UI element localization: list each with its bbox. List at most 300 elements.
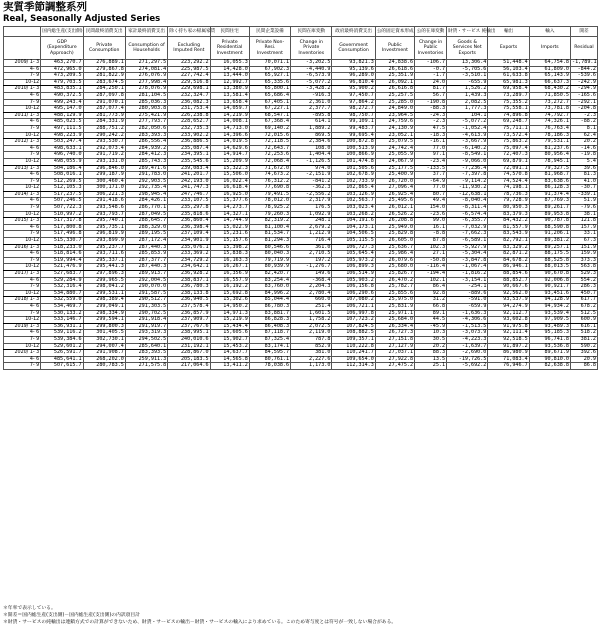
column-header: Change in Private Inventories bbox=[291, 37, 332, 60]
value-cell: 16,163.3 bbox=[210, 257, 249, 264]
value-cell: -4,223.3 bbox=[447, 336, 488, 343]
value-cell: -204.8 bbox=[571, 106, 598, 113]
value-cell: 84,595.7 bbox=[249, 350, 290, 357]
value-cell: 231,753.4 bbox=[168, 106, 210, 113]
value-cell: 233,369.2 bbox=[168, 251, 210, 258]
value-cell: 235,297.8 bbox=[168, 205, 210, 212]
value-cell: 69,958.4 bbox=[488, 86, 529, 93]
value-cell: 495,147.0 bbox=[41, 106, 83, 113]
value-cell: -2.3 bbox=[571, 112, 598, 119]
column-header bbox=[4, 27, 41, 37]
value-cell: 10.3 bbox=[415, 330, 447, 337]
value-cell: 291,070.1 bbox=[83, 99, 125, 106]
value-cell: 68,547.1 bbox=[249, 112, 290, 119]
value-cell: 159.9 bbox=[571, 251, 598, 258]
value-cell: 65,981.3 bbox=[488, 79, 529, 86]
column-header: Change in Public Inventories bbox=[415, 37, 447, 60]
value-cell: 93,489.3 bbox=[529, 323, 570, 330]
value-cell: 37.7 bbox=[415, 172, 447, 179]
value-cell: -6,573.9 bbox=[291, 73, 332, 80]
period-cell: 4- 6 bbox=[4, 119, 41, 126]
value-cell: 288,329.0 bbox=[125, 224, 167, 231]
value-cell: 503,247.4 bbox=[41, 139, 83, 146]
value-cell: 101,474.8 bbox=[332, 158, 375, 165]
value-cell: 1,889.2 bbox=[291, 125, 332, 132]
period-cell: 7- 9 bbox=[4, 152, 41, 159]
period-cell: 10-12 bbox=[4, 238, 41, 245]
value-cell: 14,971.3 bbox=[210, 310, 249, 317]
value-cell: 67,902.3 bbox=[249, 66, 290, 73]
period-cell: 10-12 bbox=[4, 158, 41, 165]
value-cell: 106,514.9 bbox=[332, 271, 375, 278]
value-cell: 92,562.0 bbox=[488, 290, 529, 297]
value-cell: 299,187.9 bbox=[83, 172, 125, 179]
column-header: 民間最終消費支出 bbox=[83, 27, 125, 37]
value-cell: 14,914.7 bbox=[210, 152, 249, 159]
value-cell: 296,819.9 bbox=[83, 231, 125, 238]
period-cell: 7- 9 bbox=[4, 231, 41, 238]
value-cell: 238,133.8 bbox=[168, 290, 210, 297]
value-cell: 225,987.5 bbox=[168, 66, 210, 73]
value-cell: 299,800.3 bbox=[83, 323, 125, 330]
value-cell: 259,911.3 bbox=[125, 356, 167, 363]
value-cell: 25,971.1 bbox=[375, 310, 414, 317]
value-cell: 99,695.4 bbox=[332, 132, 375, 139]
value-cell: 65,927.1 bbox=[249, 73, 290, 80]
value-cell: 15,231.6 bbox=[210, 231, 249, 238]
value-cell: 13,306.4 bbox=[447, 60, 488, 67]
value-cell: 286,770.1 bbox=[125, 205, 167, 212]
value-cell: -2,151.9 bbox=[291, 172, 332, 179]
value-cell: 26,470.2 bbox=[375, 277, 414, 284]
value-cell: 154.0 bbox=[415, 205, 447, 212]
value-cell: 223,292.2 bbox=[168, 60, 210, 67]
value-cell: 97,450.7 bbox=[332, 92, 375, 99]
value-cell: 285,640.1 bbox=[125, 343, 167, 350]
value-cell: 102.1 bbox=[415, 277, 447, 284]
value-cell: 14,219.9 bbox=[210, 112, 249, 119]
value-cell: 81.3 bbox=[571, 172, 598, 179]
value-cell: 86,946.1 bbox=[488, 264, 529, 271]
value-cell: 2,072.5 bbox=[291, 323, 332, 330]
value-cell: 79,260.3 bbox=[249, 211, 290, 218]
period-cell: 4- 6 bbox=[4, 92, 41, 99]
value-cell: -45.9 bbox=[415, 323, 447, 330]
value-cell: -3,667.9 bbox=[447, 139, 488, 146]
value-cell: 14,565.8 bbox=[210, 356, 249, 363]
value-cell: 25.1 bbox=[415, 363, 447, 370]
value-cell: 106,997.8 bbox=[332, 310, 375, 317]
value-cell: 92,006.8 bbox=[529, 277, 570, 284]
value-cell: -79.6 bbox=[571, 205, 598, 212]
value-cell: 100,513.9 bbox=[332, 145, 375, 152]
value-cell: 93,536.8 bbox=[529, 343, 570, 350]
period-cell: 10-12 bbox=[4, 343, 41, 350]
value-cell: 109,654.0 bbox=[332, 356, 375, 363]
value-cell: 295,740.1 bbox=[83, 218, 125, 225]
value-cell: 112,314.3 bbox=[332, 363, 375, 370]
period-cell: 4- 6 bbox=[4, 330, 41, 337]
value-cell: -3,847.8 bbox=[447, 257, 488, 264]
value-cell: 81,557.9 bbox=[488, 224, 529, 231]
value-cell: 102,678.9 bbox=[332, 172, 375, 179]
value-cell: 86,780.3 bbox=[249, 303, 290, 310]
value-cell: 13,380.9 bbox=[210, 86, 249, 93]
value-cell: -5,304.4 bbox=[447, 251, 488, 258]
value-cell: 25,831.9 bbox=[375, 303, 414, 310]
value-cell: 106,290.6 bbox=[332, 290, 375, 297]
column-header: GDP (Expenditure Approach) bbox=[41, 37, 83, 60]
value-cell: 96,741.8 bbox=[529, 336, 570, 343]
value-cell: 176.5 bbox=[291, 205, 332, 212]
value-cell: 26,526.2 bbox=[375, 211, 414, 218]
period-cell: 10-12 bbox=[4, 290, 41, 297]
value-cell: 80,956.4 bbox=[529, 152, 570, 159]
value-cell: 2,361.0 bbox=[291, 99, 332, 106]
value-cell: -844.2 bbox=[571, 66, 598, 73]
value-cell: 504,186.4 bbox=[41, 165, 83, 172]
value-cell: 25,177.5 bbox=[375, 165, 414, 172]
value-cell: 15,605.6 bbox=[210, 330, 249, 337]
value-cell: 2,082.5 bbox=[447, 99, 488, 106]
period-cell: 10-12 bbox=[4, 317, 41, 324]
value-cell: 290,702.5 bbox=[125, 310, 167, 317]
value-cell: 90,810.0 bbox=[529, 356, 570, 363]
value-cell: -2,556.2 bbox=[291, 191, 332, 198]
value-cell: 77,690.8 bbox=[249, 185, 290, 192]
period-cell: 10-12 bbox=[4, 106, 41, 113]
value-cell: -24.3 bbox=[415, 112, 447, 119]
value-cell: 236,860.4 bbox=[168, 218, 210, 225]
value-cell: 24.0 bbox=[415, 79, 447, 86]
value-cell: 291,919.7 bbox=[125, 323, 167, 330]
table-row bbox=[4, 158, 598, 165]
column-header: 輸入 bbox=[529, 27, 570, 37]
value-cell: -895.8 bbox=[291, 112, 332, 119]
value-cell: 498,055.9 bbox=[41, 158, 83, 165]
value-cell: 82,792.1 bbox=[488, 238, 529, 245]
value-cell: 105,115.5 bbox=[332, 238, 375, 245]
value-cell: 381.2 bbox=[571, 336, 598, 343]
value-cell: 26,605.0 bbox=[375, 238, 414, 245]
value-cell: 277,793.7 bbox=[125, 119, 167, 126]
value-cell: -3,202.5 bbox=[291, 60, 332, 67]
value-cell: -655.9 bbox=[447, 79, 488, 86]
value-cell: 27,096.4 bbox=[375, 185, 414, 192]
value-cell: 293,131.0 bbox=[83, 158, 125, 165]
value-cell: 26,616.8 bbox=[375, 86, 414, 93]
value-cell: -2.3 bbox=[415, 119, 447, 126]
value-cell: 1,212.9 bbox=[291, 231, 332, 238]
value-cell: 15,322.3 bbox=[210, 165, 249, 172]
value-cell: -133.5 bbox=[415, 165, 447, 172]
period-cell: 4- 6 bbox=[4, 172, 41, 179]
value-cell: 106,721.1 bbox=[332, 303, 375, 310]
value-cell: 51.9 bbox=[571, 198, 598, 205]
column-header: Exports bbox=[488, 37, 529, 60]
value-cell: 25,285.0 bbox=[375, 99, 414, 106]
period-cell: 10-12 bbox=[4, 132, 41, 139]
value-cell: 69,879.1 bbox=[488, 158, 529, 165]
value-cell: -1,067.4 bbox=[447, 264, 488, 271]
value-cell: 2,377.7 bbox=[291, 106, 332, 113]
value-cell: 102.3 bbox=[415, 244, 447, 251]
value-cell: 295,337.1 bbox=[83, 257, 125, 264]
value-cell: 66.8 bbox=[415, 303, 447, 310]
value-cell: 75,711.1 bbox=[488, 125, 529, 132]
value-cell: 291,303.5 bbox=[125, 303, 167, 310]
value-cell: 102,865.4 bbox=[332, 185, 375, 192]
value-cell: 23,964.5 bbox=[375, 112, 414, 119]
value-cell: 24,849.0 bbox=[375, 106, 414, 113]
value-cell: -6,574.4 bbox=[447, 211, 488, 218]
value-cell: -165.6 bbox=[571, 92, 598, 99]
value-cell: 77.0 bbox=[415, 145, 447, 152]
value-cell: 75,863.2 bbox=[488, 139, 529, 146]
period-cell: 2018/ 1- 3 bbox=[4, 297, 41, 304]
value-cell: 302,730.1 bbox=[83, 336, 125, 343]
value-cell: -9,066.0 bbox=[447, 158, 488, 165]
value-cell: 84,996.2 bbox=[249, 290, 290, 297]
footnote: ＊財貨・サービスの純輸出は連鎖方式での計算ができないため、財貨・サービスの輸出－財貨・サービスの輸入により求めている。このため寄与度とは符号が一致しない場合がある。 bbox=[3, 620, 397, 625]
value-cell: 15,398.2 bbox=[210, 244, 249, 251]
value-cell: -368.4 bbox=[291, 277, 332, 284]
value-cell: 16.1 bbox=[415, 224, 447, 231]
value-cell: 2,710.5 bbox=[291, 251, 332, 258]
value-cell: 26,012.1 bbox=[375, 205, 414, 212]
value-cell: 16,192.2 bbox=[210, 284, 249, 291]
value-cell: -1,052.4 bbox=[447, 125, 488, 132]
value-cell: 33.1 bbox=[571, 231, 598, 238]
value-cell: -50.8 bbox=[415, 257, 447, 264]
value-cell: 283,393.5 bbox=[125, 350, 167, 357]
value-cell: 73,272.7 bbox=[529, 99, 570, 106]
value-cell: 65,686.4 bbox=[249, 92, 290, 99]
value-cell: 473,209.5 bbox=[41, 73, 83, 80]
value-cell: -190.8 bbox=[415, 99, 447, 106]
period-cell: 10-12 bbox=[4, 185, 41, 192]
period-cell: 7- 9 bbox=[4, 310, 41, 317]
value-cell: 91,975.8 bbox=[488, 323, 529, 330]
value-cell: 20.2 bbox=[571, 139, 598, 146]
value-cell: 83,638.6 bbox=[529, 178, 570, 185]
value-cell: 869.5 bbox=[291, 132, 332, 139]
value-cell: 105,973.2 bbox=[332, 257, 375, 264]
value-cell: 483,835.1 bbox=[41, 86, 83, 93]
value-cell: 294,007.4 bbox=[83, 343, 125, 350]
value-cell: 507,246.5 bbox=[41, 198, 83, 205]
value-cell: 1,439.3 bbox=[447, 92, 488, 99]
value-cell: 24,838.6 bbox=[375, 60, 414, 67]
value-cell: 518,233.0 bbox=[41, 244, 83, 251]
value-cell: 280,903.8 bbox=[125, 106, 167, 113]
value-cell: 1,173.0 bbox=[291, 363, 332, 370]
value-cell: 96,289.0 bbox=[332, 73, 375, 80]
value-cell: 233,107.5 bbox=[168, 198, 210, 205]
value-cell: 25,680.0 bbox=[375, 264, 414, 271]
value-cell: 105,645.4 bbox=[332, 251, 375, 258]
value-cell: 76,763.4 bbox=[529, 125, 570, 132]
value-cell: -8.8 bbox=[415, 231, 447, 238]
value-cell: 529.3 bbox=[571, 271, 598, 278]
value-cell: 287,440.3 bbox=[125, 244, 167, 251]
column-header: 民間在庫変動 bbox=[291, 27, 332, 37]
value-cell: 103,126.9 bbox=[332, 191, 375, 198]
value-cell: -7,397.8 bbox=[447, 172, 488, 179]
value-cell: -30.7 bbox=[571, 185, 598, 192]
value-cell: 71,850.5 bbox=[529, 92, 570, 99]
value-cell: 286.3 bbox=[571, 284, 598, 291]
value-cell: 539,116.2 bbox=[41, 330, 83, 337]
value-cell: 240,010.6 bbox=[168, 336, 210, 343]
value-cell: 1,404.4 bbox=[291, 152, 332, 159]
value-cell: 81,968.7 bbox=[529, 172, 570, 179]
value-cell: 14,327.1 bbox=[210, 211, 249, 218]
value-cell: 25,986.4 bbox=[375, 251, 414, 258]
value-cell: 65,800.1 bbox=[249, 86, 290, 93]
value-cell: 70,071.1 bbox=[249, 60, 290, 67]
value-cell: -16.1 bbox=[415, 139, 447, 146]
value-cell: 299,049.1 bbox=[83, 303, 125, 310]
column-header: 家計最終消費支出 bbox=[125, 27, 167, 37]
value-cell: 13,581.4 bbox=[210, 92, 249, 99]
value-cell: 110,222.8 bbox=[332, 343, 375, 350]
value-cell: 74,524.4 bbox=[488, 178, 529, 185]
value-cell: 25,949.0 bbox=[375, 224, 414, 231]
value-cell: 284,939.2 bbox=[125, 145, 167, 152]
value-cell: -88.2 bbox=[571, 119, 598, 126]
value-cell: -5,692.2 bbox=[447, 363, 488, 370]
value-cell: 49.4 bbox=[415, 198, 447, 205]
value-cell: 536,931.1 bbox=[41, 323, 83, 330]
value-cell: 73,572.4 bbox=[488, 132, 529, 139]
value-cell: 532,316.4 bbox=[41, 284, 83, 291]
value-cell: 229,516.8 bbox=[168, 79, 210, 86]
value-cell: 234,642.1 bbox=[168, 264, 210, 271]
value-cell: 284,426.1 bbox=[125, 198, 167, 205]
value-cell: 14,428.0 bbox=[210, 66, 249, 73]
period-cell: 2014/ 1- 3 bbox=[4, 191, 41, 198]
period-cell: 2020/ 1- 3 bbox=[4, 350, 41, 357]
value-cell: 89,261.7 bbox=[529, 205, 570, 212]
value-cell: 293,548.6 bbox=[83, 205, 125, 212]
value-cell: 300,171.0 bbox=[83, 185, 125, 192]
value-cell: 306,221.3 bbox=[83, 191, 125, 198]
value-cell: 293,711.6 bbox=[83, 251, 125, 258]
value-cell: 381.0 bbox=[291, 350, 332, 357]
value-cell: 31.2 bbox=[415, 297, 447, 304]
value-cell: 242,193.0 bbox=[168, 178, 210, 185]
value-cell: 20.9 bbox=[571, 356, 598, 363]
value-cell: -5,705.6 bbox=[447, 66, 488, 73]
value-cell: 99,483.7 bbox=[332, 125, 375, 132]
value-cell: 83,760.0 bbox=[249, 284, 290, 291]
period-cell: 4- 6 bbox=[4, 224, 41, 231]
value-cell: 93,451.6 bbox=[529, 290, 570, 297]
value-cell: 47.5 bbox=[415, 125, 447, 132]
value-cell: 74,570.8 bbox=[488, 172, 529, 179]
value-cell: 285,036.3 bbox=[125, 99, 167, 106]
value-cell: 78,012.0 bbox=[249, 198, 290, 205]
value-cell: 361.0 bbox=[291, 244, 332, 251]
column-header: 開差 bbox=[571, 27, 598, 37]
value-cell: -1,639.7 bbox=[447, 343, 488, 350]
value-cell: 301,405.5 bbox=[83, 330, 125, 337]
value-cell: 1,526.2 bbox=[447, 86, 488, 93]
value-cell: 102,733.9 bbox=[332, 178, 375, 185]
value-cell: 93,537.9 bbox=[488, 297, 529, 304]
value-cell: 102,563.7 bbox=[332, 198, 375, 205]
table-row bbox=[4, 363, 598, 370]
value-cell: 26,079.6 bbox=[375, 257, 414, 264]
value-cell: 678.2 bbox=[571, 303, 598, 310]
value-cell: -591.0 bbox=[447, 297, 488, 304]
period-cell: 2017/ 1- 3 bbox=[4, 271, 41, 278]
value-cell: 787.8 bbox=[291, 336, 332, 343]
value-cell: 91,374.4 bbox=[529, 191, 570, 198]
value-cell: 507,615.7 bbox=[41, 363, 83, 370]
value-cell: -7,032.9 bbox=[447, 224, 488, 231]
value-cell: 88,175.5 bbox=[529, 251, 570, 258]
value-cell: 94,274.9 bbox=[488, 303, 529, 310]
value-cell: 15,022.9 bbox=[210, 224, 249, 231]
value-cell: 14,273.7 bbox=[210, 205, 249, 212]
value-cell: 25,782.7 bbox=[375, 284, 414, 291]
period-cell: 7- 9 bbox=[4, 73, 41, 80]
value-cell: 95,900.2 bbox=[332, 86, 375, 93]
value-cell: 75,355.2 bbox=[488, 99, 529, 106]
value-cell: 79,327.5 bbox=[529, 165, 570, 172]
value-cell: 518.2 bbox=[571, 330, 598, 337]
value-cell: 268,202.0 bbox=[83, 356, 125, 363]
value-cell: 25,079.5 bbox=[375, 139, 414, 146]
value-cell: 16,925.0 bbox=[210, 191, 249, 198]
value-cell: 81,100.4 bbox=[249, 224, 290, 231]
value-cell: 285,743.3 bbox=[125, 158, 167, 165]
value-cell: -889.6 bbox=[447, 290, 488, 297]
period-cell: 4- 6 bbox=[4, 277, 41, 284]
value-cell: -8,549.1 bbox=[447, 152, 488, 159]
value-cell: 299,594.1 bbox=[83, 317, 125, 324]
value-cell: 61,809.0 bbox=[529, 66, 570, 73]
value-cell: 80,761.1 bbox=[249, 356, 290, 363]
value-cell: 68,430.2 bbox=[529, 86, 570, 93]
value-cell: 108.0 bbox=[291, 145, 332, 152]
period-cell: 2011/ 1- 3 bbox=[4, 112, 41, 119]
value-cell: 227,742.4 bbox=[168, 73, 210, 80]
value-cell: 1,601.5 bbox=[291, 310, 332, 317]
value-cell: 100,866.9 bbox=[332, 152, 375, 159]
value-cell: 291,918.4 bbox=[125, 317, 167, 324]
value-cell: 280,783.5 bbox=[83, 363, 125, 370]
period-cell: 7- 9 bbox=[4, 99, 41, 106]
value-cell: 2,317.9 bbox=[291, 198, 332, 205]
period-cell: 7- 9 bbox=[4, 336, 41, 343]
value-cell: 234,395.1 bbox=[168, 152, 210, 159]
value-cell: 25,855.6 bbox=[375, 290, 414, 297]
value-cell: 157.9 bbox=[571, 224, 598, 231]
value-cell: 72,643.7 bbox=[249, 145, 290, 152]
page-title: 実質季節調整系列 bbox=[3, 1, 87, 13]
value-cell: 529,284.9 bbox=[41, 277, 83, 284]
value-cell: -194.4 bbox=[415, 271, 447, 278]
value-cell: 76,312.2 bbox=[249, 178, 290, 185]
value-cell: 14,713.0 bbox=[210, 125, 249, 132]
value-cell: 25,829.8 bbox=[375, 231, 414, 238]
value-cell: 15,453.2 bbox=[210, 343, 249, 350]
value-cell: 282,050.6 bbox=[125, 125, 167, 132]
value-cell: 69,248.7 bbox=[488, 119, 529, 126]
